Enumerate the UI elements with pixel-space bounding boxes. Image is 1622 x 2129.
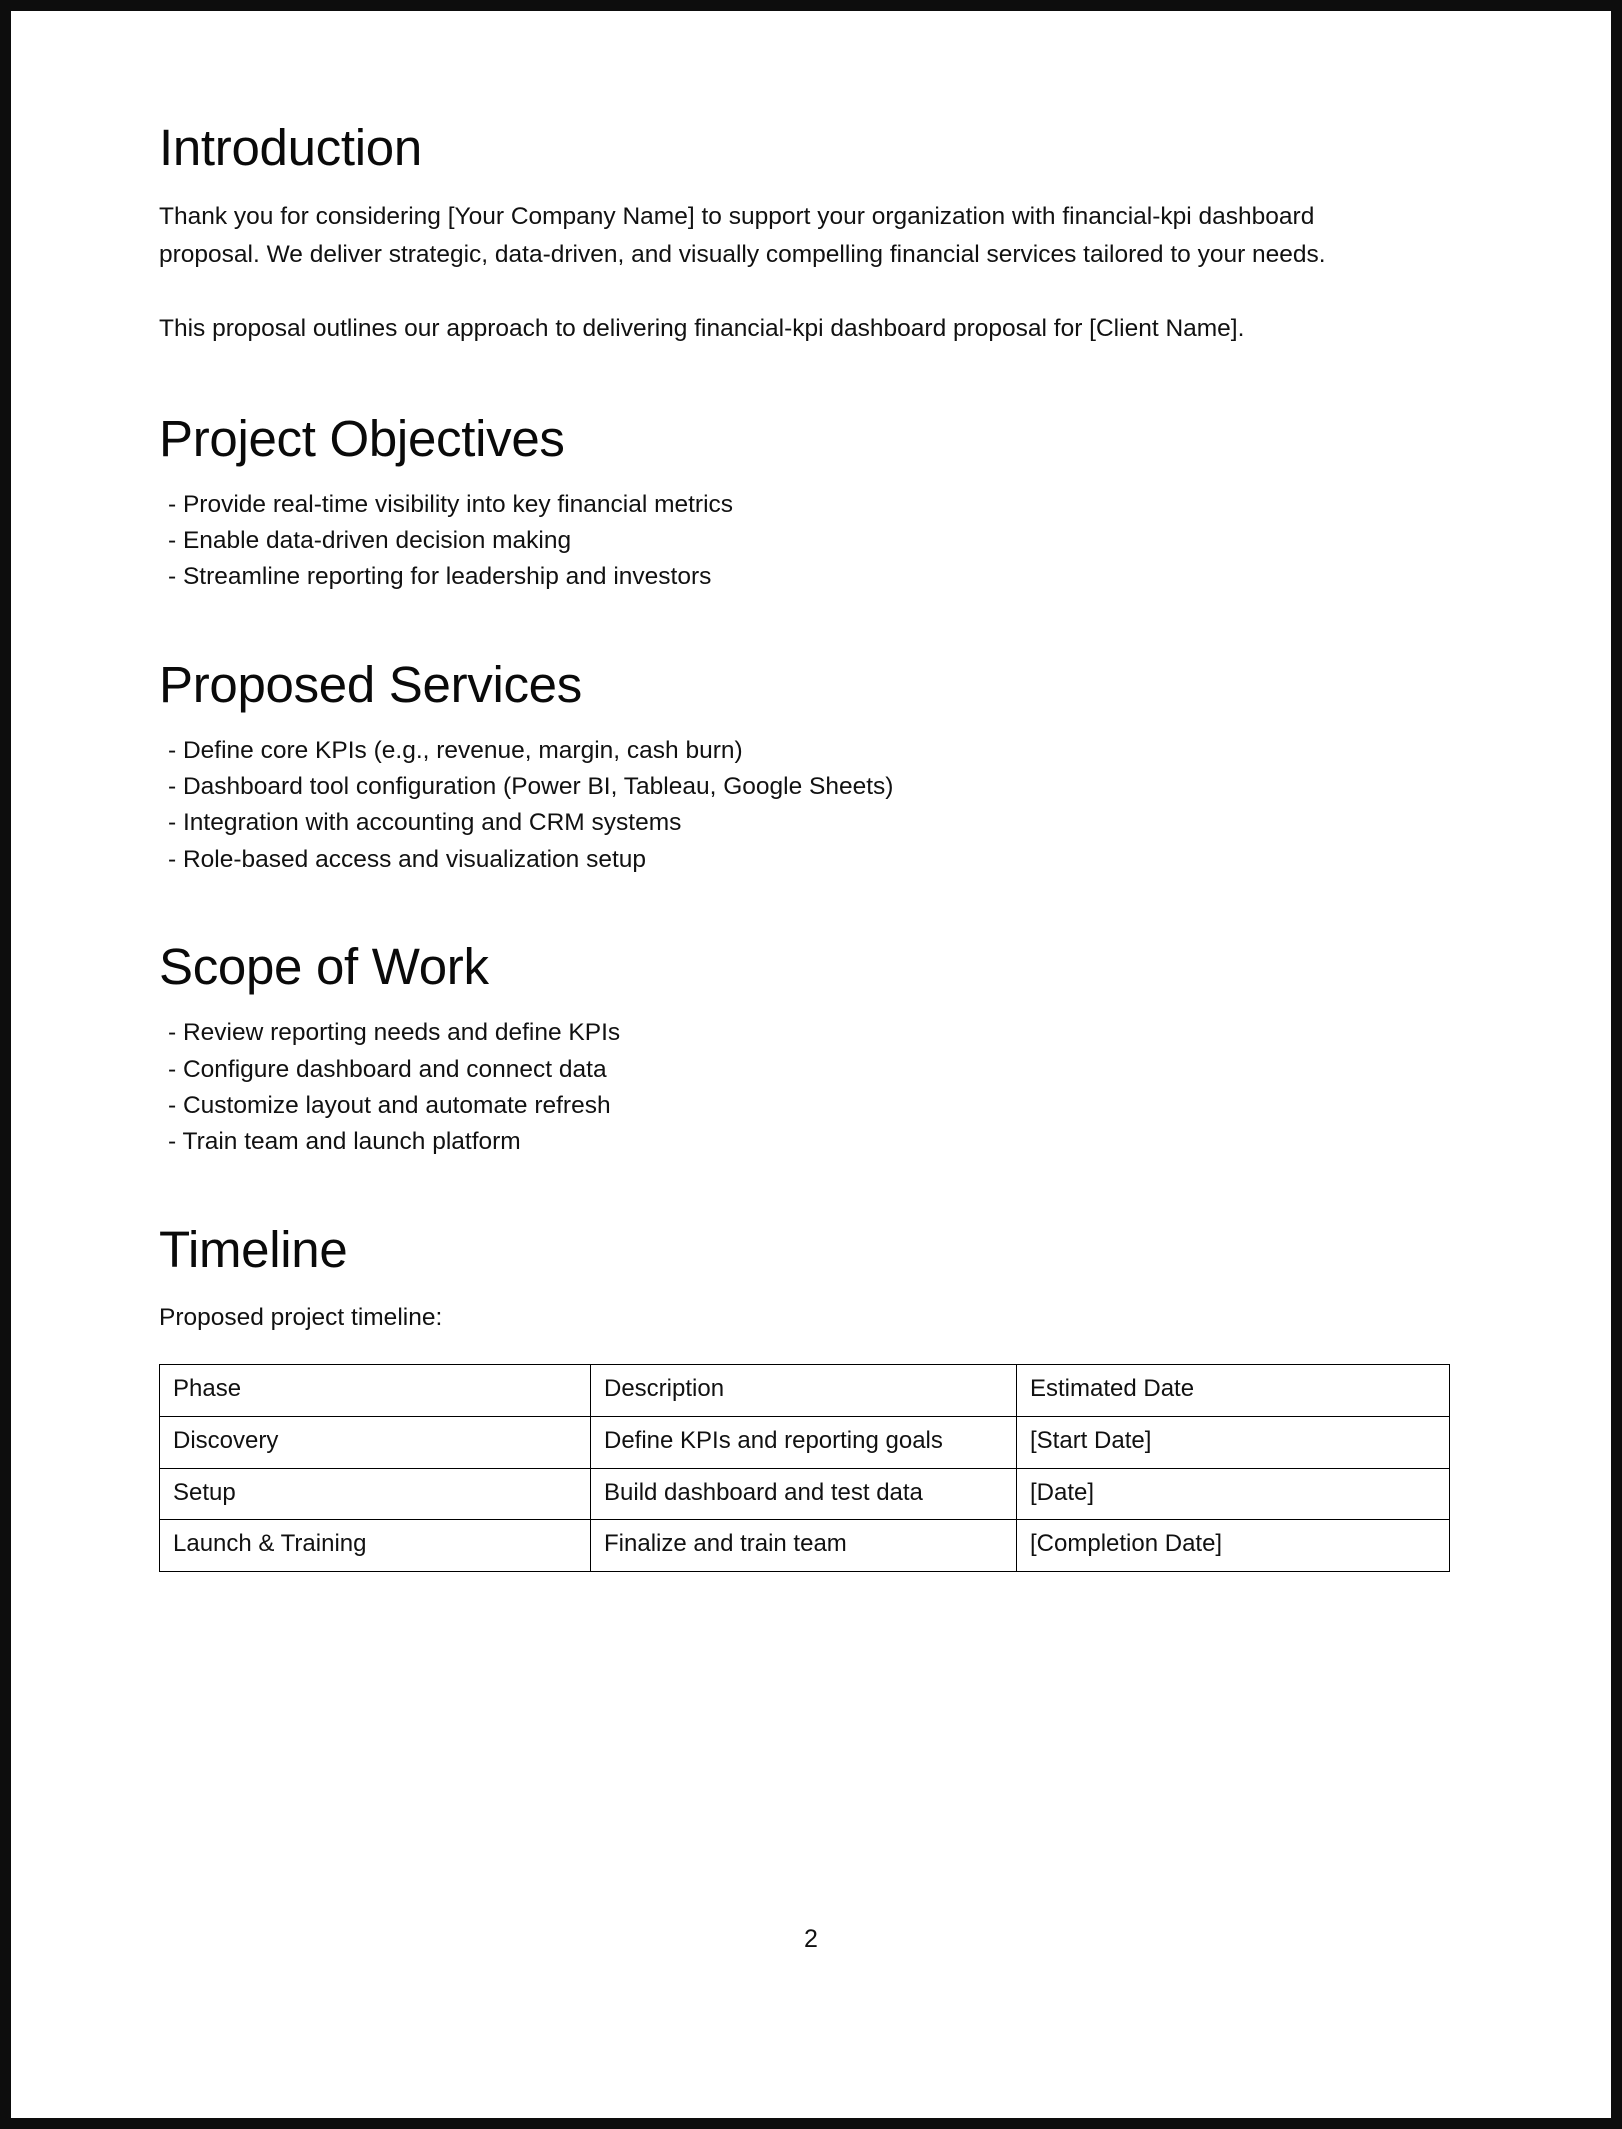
table-cell-description: Build dashboard and test data <box>591 1468 1017 1520</box>
list-item: - Role-based access and visualization setup <box>168 845 647 873</box>
list-item: - Dashboard tool configuration (Power BI, Tableau, Google Sheets) <box>168 773 894 801</box>
table-cell-estimated-date: [Date] <box>1017 1468 1450 1520</box>
heading-project-objectives: Project Objectives <box>159 409 565 467</box>
section-scope-of-work <box>159 938 1463 1158</box>
table-cell-phase: Setup <box>160 1468 591 1520</box>
table-row <box>160 1468 1450 1520</box>
introduction-paragraph-1: Thank you for considering [Your Company Name] to support your organization with financial-kpi dashboard proposal. We deliver strategic, data-driven, and visually compelling financial services tailored to your needs. <box>159 203 1326 268</box>
heading-proposed-services: Proposed Services <box>159 655 582 713</box>
list-item: - Customize layout and automate refresh <box>168 1091 611 1119</box>
page-number: 2 <box>804 1925 818 1953</box>
table-header-estimated-date: Estimated Date <box>1017 1365 1450 1417</box>
table-cell-description: Finalize and train team <box>591 1520 1017 1572</box>
table-row <box>160 1520 1450 1572</box>
table-cell-phase: Discovery <box>160 1416 591 1468</box>
list-item: - Enable data-driven decision making <box>168 527 572 554</box>
introduction-paragraph-2: This proposal outlines our approach to delivering financial-kpi dashboard proposal for [Client Name]. <box>159 315 1245 343</box>
proposed-services-list <box>159 735 1463 876</box>
section-proposed-services <box>159 656 1463 876</box>
table-row <box>160 1416 1450 1468</box>
list-item: - Configure dashboard and connect data <box>168 1055 607 1083</box>
table-header-row <box>160 1365 1450 1417</box>
list-item: - Train team and launch platform <box>168 1128 521 1156</box>
heading-introduction: Introduction <box>159 119 422 176</box>
timeline-table <box>159 1364 1450 1572</box>
list-item: - Provide real-time visibility into key financial metrics <box>168 490 734 518</box>
list-item: - Review reporting needs and define KPIs <box>168 1019 621 1047</box>
table-cell-description: Define KPIs and reporting goals <box>591 1416 1017 1468</box>
table-cell-estimated-date: [Start Date] <box>1017 1416 1450 1468</box>
heading-timeline: Timeline <box>159 1220 348 1278</box>
table-header-description: Description <box>591 1365 1017 1417</box>
section-timeline <box>159 1221 1463 1572</box>
project-objectives-list <box>159 489 1463 594</box>
heading-scope-of-work: Scope of Work <box>159 938 489 996</box>
timeline-lead-text: Proposed project timeline: <box>159 1303 443 1331</box>
list-item: - Define core KPIs (e.g., revenue, margin, cash burn) <box>168 736 743 764</box>
table-header-phase: Phase <box>160 1365 591 1417</box>
list-item: - Streamline reporting for leadership and investors <box>168 563 712 591</box>
page-content <box>11 11 1611 2118</box>
section-project-objectives <box>159 410 1463 594</box>
list-item: - Integration with accounting and CRM systems <box>168 809 682 837</box>
scope-of-work-list <box>159 1017 1463 1158</box>
table-cell-estimated-date: [Completion Date] <box>1017 1520 1450 1572</box>
table-cell-phase: Launch & Training <box>160 1520 591 1572</box>
section-introduction <box>159 119 1463 348</box>
